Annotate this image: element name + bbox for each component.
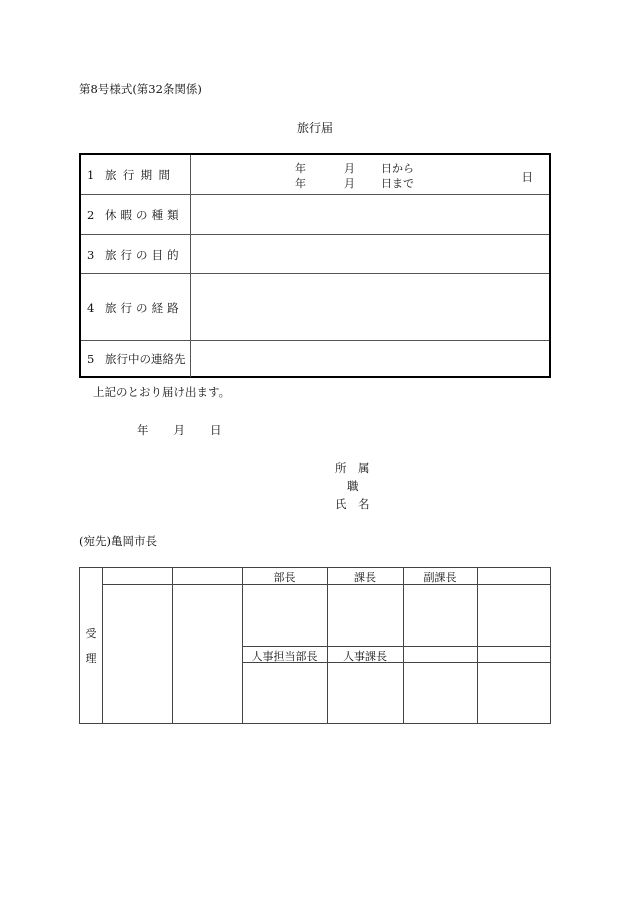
receipt-divider [102, 568, 103, 723]
row-label: 休暇の種類 [105, 207, 183, 222]
signature-name-label: 氏 名 [335, 497, 370, 511]
value-travel-purpose[interactable] [191, 235, 549, 274]
addressee: (宛先)亀岡市長 [79, 534, 157, 548]
to-day-label: 日まで [381, 177, 414, 190]
from-day-label: 日から [381, 162, 414, 175]
stamp-hr-section-chief[interactable] [327, 663, 403, 723]
days-count-label: 日 [521, 170, 533, 184]
period-to-line [295, 175, 414, 191]
stamp-deputy-chief[interactable] [403, 585, 477, 646]
header-deputy-chief: 副課長 [423, 571, 457, 584]
header-department-head: 部長 [273, 571, 296, 584]
row-number: 5 [87, 352, 95, 366]
row-number: 4 [87, 300, 95, 315]
travel-info-table [79, 153, 551, 378]
document-title: 旅行届 [296, 121, 333, 135]
row-travel-route [81, 273, 549, 341]
label-travel-route [81, 274, 191, 341]
row-number: 1 [87, 167, 95, 182]
receipt-mid-line [242, 646, 550, 647]
value-travel-period[interactable] [191, 155, 549, 194]
to-year-label: 年 [295, 177, 306, 190]
from-month-label: 月 [344, 162, 355, 175]
date-month-label: 月 [173, 423, 185, 437]
period-from-line [295, 160, 414, 176]
stamp-section-chief[interactable] [327, 585, 403, 646]
receipt-divider [172, 568, 173, 723]
row-contact [81, 340, 549, 377]
value-leave-type[interactable] [191, 195, 549, 234]
date-year-label: 年 [137, 423, 149, 437]
receive-char: 受 [85, 627, 97, 640]
header-hr-department-head: 人事担当部長 [251, 650, 318, 663]
to-month-label: 月 [344, 177, 355, 190]
value-contact[interactable] [191, 341, 549, 377]
value-travel-route[interactable] [191, 274, 549, 341]
submission-date[interactable] [137, 422, 222, 438]
label-leave-type [81, 195, 191, 234]
row-label: 旅行の経路 [105, 300, 183, 315]
form-number: 第8号様式(第32条関係) [79, 82, 202, 96]
header-section-chief: 課長 [354, 571, 376, 584]
row-label: 旅行中の連絡先 [105, 352, 186, 366]
row-number: 2 [87, 207, 95, 222]
row-label: 旅行期間 [105, 167, 177, 182]
row-number: 3 [87, 247, 95, 262]
receive-char: 理 [85, 652, 97, 665]
declaration-text: 上記のとおり届け出ます。 [93, 385, 231, 399]
date-day-label: 日 [210, 423, 222, 437]
row-leave-type [81, 194, 549, 234]
stamp-department-head[interactable] [242, 585, 327, 646]
row-travel-period [81, 155, 549, 194]
stamp-hr-department-head[interactable] [242, 663, 327, 723]
header-hr-section-chief: 人事課長 [343, 650, 387, 663]
row-travel-purpose [81, 234, 549, 274]
signature-affiliation-label: 所 属 [335, 461, 370, 475]
label-contact [81, 341, 191, 377]
signature-position-label: 職 [347, 479, 359, 493]
label-travel-purpose [81, 235, 191, 274]
row-label: 旅行の目的 [105, 247, 183, 262]
from-year-label: 年 [295, 162, 306, 175]
label-travel-period [81, 155, 191, 194]
receipt-approval-table [79, 567, 551, 724]
